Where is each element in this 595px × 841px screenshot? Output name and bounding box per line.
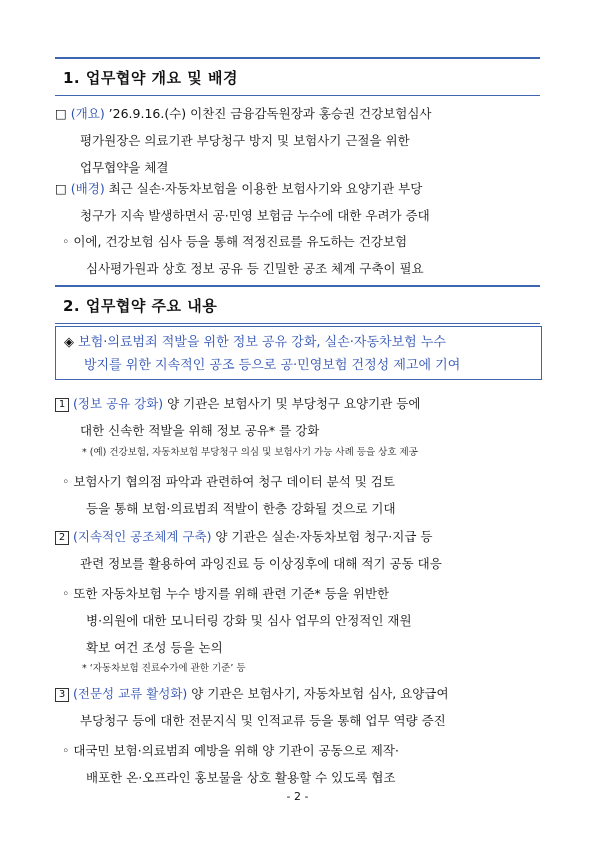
text: 배포한 온·오프라인 홍보물을 상호 활용할 수 있도록 협조	[86, 770, 396, 785]
text: 양 기관은 실손·자동차보험 청구·지급 등	[211, 529, 433, 544]
diamond-icon: ◈	[64, 335, 74, 350]
text: 업무협약을 체결	[80, 160, 169, 175]
page-number: - 2 -	[286, 790, 309, 803]
paragraph-background	[55, 175, 545, 229]
text: 최근 실손·자동차보험을 이용한 보험사기와 요양기관 부당	[104, 181, 423, 196]
footnote: * ‘자동차보험 진료수가에 관한 기준’ 등	[82, 663, 246, 674]
summary-box	[55, 326, 542, 380]
text: 대한 신속한 적발을 위해 정보 공유* 를 강화	[80, 423, 320, 438]
item-3	[55, 680, 545, 734]
text: 대국민 보험·의료범죄 예방을 위해 양 기관이 공동으로 제작·	[73, 743, 399, 758]
paragraph-bullet	[62, 228, 552, 282]
footnote: * (예) 건강보험, 자동차보험 부당청구 의심 및 보험사기 가능 사례 등을 상호 제공	[82, 447, 418, 458]
text: 보험사기 협의점 파악과 관련하여 청구 데이터 분석 및 검토	[73, 474, 395, 489]
label: (전문성 교류 활성화)	[73, 686, 188, 701]
label: (배경)	[70, 181, 105, 196]
item-3-bullet	[62, 737, 552, 791]
text: 병·의원에 대한 모니터링 강화 및 심사 업무의 안정적인 재원	[86, 613, 412, 628]
number-box: 3	[55, 688, 69, 702]
number-box: 2	[55, 531, 69, 545]
text: 이에, 건강보험 심사 등을 통해 적정진료를 유도하는 건강보험	[73, 234, 408, 249]
text: 청구가 지속 발생하면서 공·민영 보험금 누수에 대한 우려가 증대	[80, 208, 430, 223]
bullet: ◦	[62, 234, 70, 249]
bullet: ◦	[62, 586, 70, 601]
checkbox-mark: □	[55, 181, 67, 196]
section-header-1	[55, 57, 540, 96]
number-box: 1	[55, 398, 69, 412]
item-2-bullet	[62, 580, 552, 661]
label: (개요)	[70, 106, 105, 121]
text: 부당청구 등에 대한 전문지식 및 인적교류 등을 통해 업무 역량 증진	[80, 713, 446, 728]
section-title: 2. 업무협약 주요 내용	[63, 297, 218, 315]
text: 방지를 위한 지속적인 공조 등으로 공·민영보험 건정성 제고에 기여	[84, 358, 461, 373]
paragraph-overview	[55, 100, 545, 181]
label: (지속적인 공조체계 구축)	[73, 529, 212, 544]
label: (정보 공유 강화)	[73, 396, 164, 411]
bullet: ◦	[62, 743, 70, 758]
text: 양 기관은 보험사기, 자동차보험 심사, 요양급여	[187, 686, 449, 701]
item-1-bullet	[62, 468, 552, 522]
text: 등을 통해 보험·의료범죄 적발이 한층 강화될 것으로 기대	[86, 501, 396, 516]
text: ’26.9.16.(수) 이찬진 금융감독원장과 홍승권 건강보험심사	[104, 106, 432, 121]
text: 심사평가원과 상호 정보 공유 등 긴밀한 공조 체계 구축이 필요	[86, 261, 424, 276]
text: 또한 자동차보험 누수 방지를 위해 관련 기준* 등을 위반한	[73, 586, 390, 601]
bullet: ◦	[62, 474, 70, 489]
text: 확보 여건 조성 등을 논의	[86, 640, 223, 655]
item-2	[55, 523, 545, 577]
text: 평가원장은 의료기관 부당청구 방지 및 보험사기 근절을 위한	[80, 133, 410, 148]
item-1	[55, 390, 545, 444]
section-header-2	[55, 285, 540, 324]
text: 양 기관은 보험사기 및 부당청구 요양기관 등에	[163, 396, 421, 411]
text: 관련 정보를 활용하여 과잉진료 등 이상징후에 대해 적기 공동 대응	[80, 556, 442, 571]
text: 보험·의료범죄 적발을 위한 정보 공유 강화, 실손·자동차보험 누수	[78, 335, 446, 350]
checkbox-mark: □	[55, 106, 67, 121]
section-title: 1. 업무협약 개요 및 배경	[63, 69, 238, 87]
